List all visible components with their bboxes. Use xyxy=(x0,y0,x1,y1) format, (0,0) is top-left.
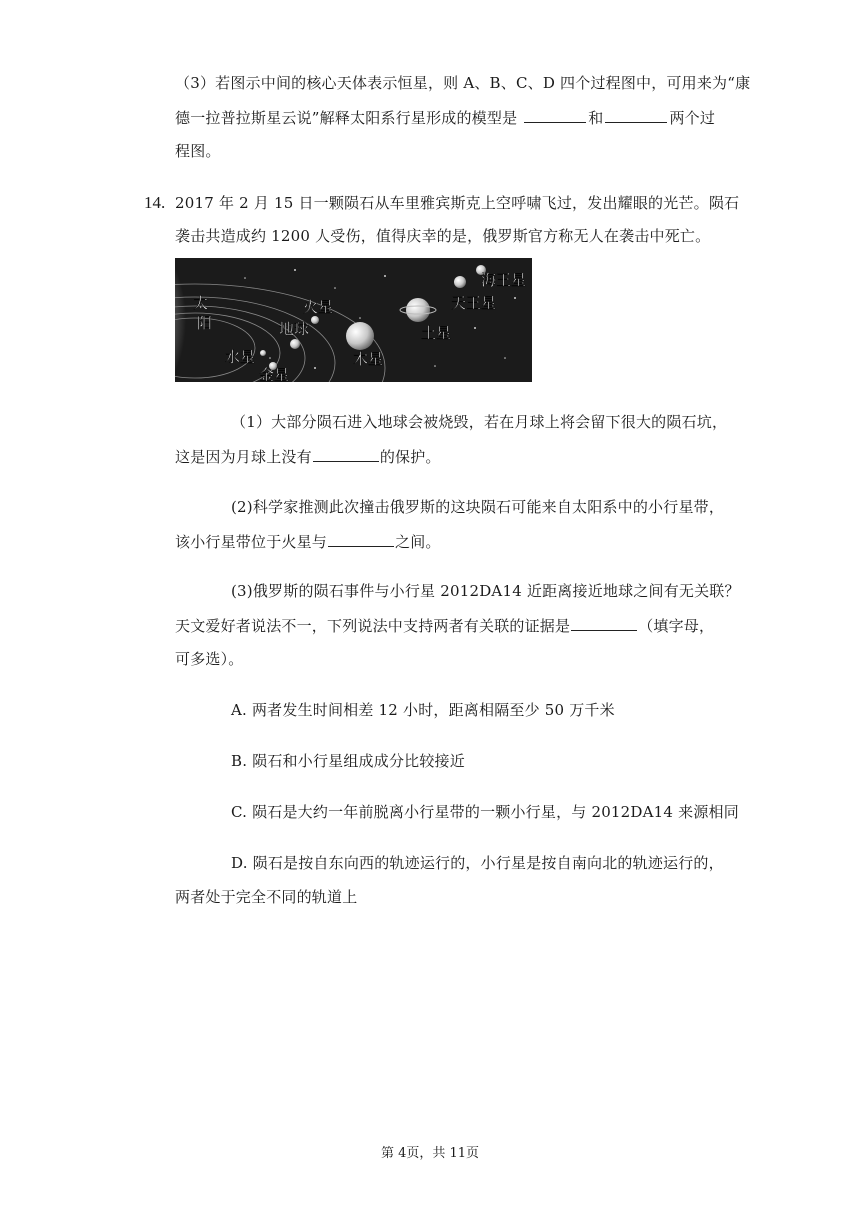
q14-sub1-line2 xyxy=(175,446,441,467)
q14-intro-line1: 2017 年 2 月 15 日一颗陨石从车里雅宾斯克上空呼啸飞过，发出耀眼的光芒。陨石 xyxy=(175,194,740,212)
prev-part3-line2-text-a: 德一拉普拉斯星云说”解释太阳系行星形成的模型是 xyxy=(175,109,518,127)
q14-sub2-line2-text-b: 之间。 xyxy=(395,533,441,551)
q14-sub3-line2-text-a: 天文爱好者说法不一，下列说法中支持两者有关联的证据是 xyxy=(175,617,571,635)
answer-blank-2[interactable] xyxy=(605,107,667,123)
solar-system-figure xyxy=(175,258,532,382)
label-jupiter: 木星 xyxy=(353,350,384,368)
label-neptune: 海王星 xyxy=(481,271,527,289)
mars-shape xyxy=(311,316,319,324)
jupiter-shape xyxy=(346,322,374,350)
option-b: B. 陨石和小行星组成成分比较接近 xyxy=(231,752,465,770)
q14-sub3-line2-text-b: （填字母， xyxy=(638,617,715,635)
q14-sub3-line1: (3)俄罗斯的陨石事件与小行星 2012DA14 近距离接近地球之间有无关联？ xyxy=(231,582,740,600)
prev-part3-line2-text-b: 和 xyxy=(588,109,604,127)
prev-part3-line2 xyxy=(175,107,715,128)
q14-intro-line2: 袭击共造成约 1200 人受伤，值得庆幸的是，俄罗斯官方称无人在袭击中死亡。 xyxy=(175,227,711,245)
saturn-shape xyxy=(406,298,430,322)
prev-part3-line2-text-c: 两个过 xyxy=(669,109,716,127)
mercury-shape xyxy=(260,350,266,356)
q14-sub2-line1: (2)科学家推测此次撞击俄罗斯的这块陨石可能来自太阳系中的小行星带， xyxy=(231,498,725,516)
earth-shape xyxy=(290,339,300,349)
prev-part3-line3: 程图。 xyxy=(175,142,221,160)
q14-sub2-line2-text-a: 该小行星带位于火星与 xyxy=(175,533,328,551)
q14-sub1-line2-text-a: 这是因为月球上没有 xyxy=(175,448,312,466)
q14-sub3-line2 xyxy=(175,615,714,636)
page-footer: 第 4页，共 11页 xyxy=(380,1146,480,1161)
label-mercury: 水星 xyxy=(225,348,256,366)
option-c: C. 陨石是大约一年前脱离小行星带的一颗小行星，与 2012DA14 来源相同 xyxy=(231,803,739,821)
answer-blank-4[interactable] xyxy=(328,531,394,547)
label-uranus: 天王星 xyxy=(451,294,497,312)
option-d-line2: 两者处于完全不同的轨道上 xyxy=(175,888,358,906)
answer-blank-1[interactable] xyxy=(524,107,586,123)
question-number-14: 14. xyxy=(144,193,166,212)
option-d-line1: D. 陨石是按自东向西的轨迹运行的，小行星是按自南向北的轨迹运行的， xyxy=(231,854,724,872)
option-a: A. 两者发生时间相差 12 小时，距离相隔至少 50 万千米 xyxy=(231,701,615,719)
prev-part3-line1: （3）若图示中间的核心天体表示恒星，则 A、B、C、D 四个过程图中，可用来为“康 xyxy=(175,74,751,92)
label-mars: 火星 xyxy=(303,298,334,316)
q14-sub2-line2 xyxy=(175,531,441,552)
q14-sub1-line2-text-b: 的保护。 xyxy=(379,448,441,466)
uranus-shape xyxy=(454,276,466,288)
label-earth: 地球 xyxy=(279,320,310,338)
answer-blank-3[interactable] xyxy=(313,446,379,462)
label-venus: 金星 xyxy=(259,366,290,382)
label-saturn: 土星 xyxy=(421,324,452,342)
q14-sub1-line1: （1）大部分陨石进入地球会被烧毁，若在月球上将会留下很大的陨石坑， xyxy=(231,413,728,431)
label-sun-2: 阳 xyxy=(197,314,213,332)
answer-blank-5[interactable] xyxy=(571,615,637,631)
label-sun-1: 太 xyxy=(193,294,209,312)
q14-sub3-line3: 可多选）。 xyxy=(175,650,244,668)
